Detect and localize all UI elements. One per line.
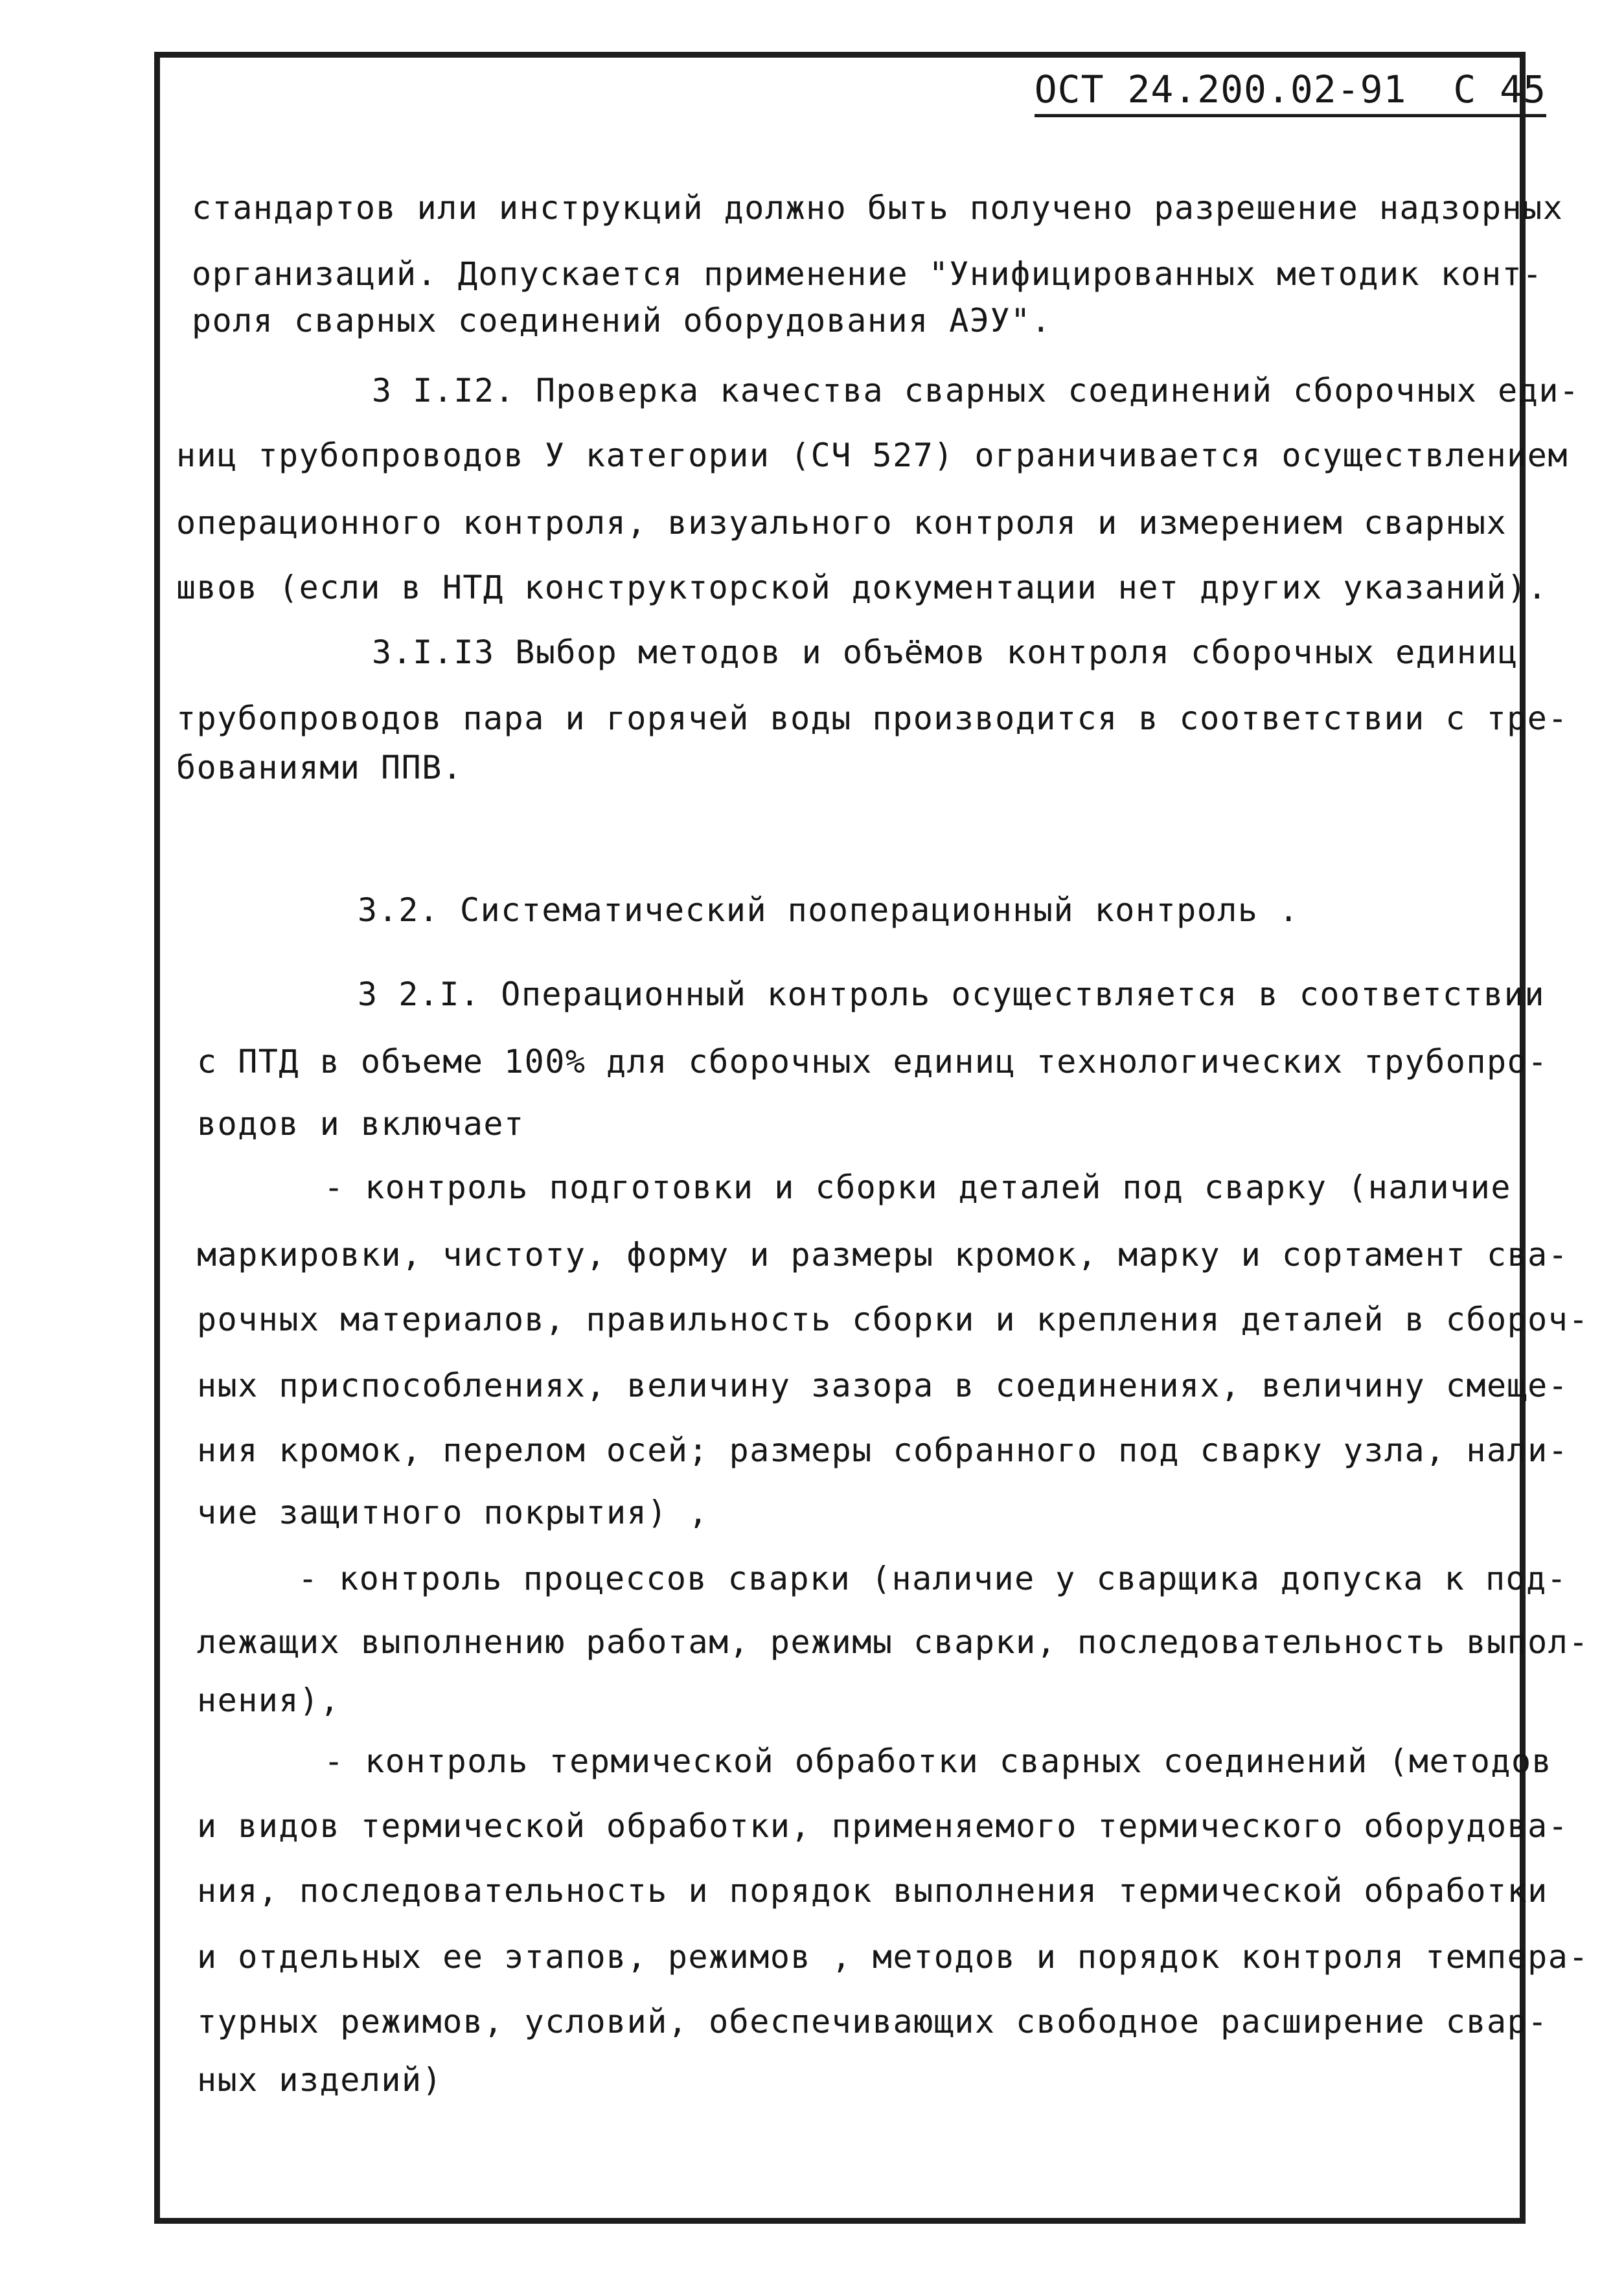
text-line: организаций. Допускается применение "Унифицированных методик конт- [192, 255, 1543, 293]
text-line: и видов термической обработки, применяемого термического оборудова- [197, 1807, 1569, 1845]
page-header [1035, 67, 1546, 117]
text-line: и отдельных ее этапов, режимов , методов и порядок контроля темпера- [197, 1938, 1589, 1976]
text-line: ния, последовательность и порядок выполнения термической обработки [197, 1872, 1548, 1910]
list-item: - контроль подготовки и сборки деталей под сварку (наличие [324, 1169, 1511, 1206]
page-number: С 45 [1453, 67, 1546, 111]
text-line: турных режимов, условий, обеспечивающих свободное расширение свар- [197, 2003, 1548, 2040]
text-line: 3 2.I. Операционный контроль осуществляется в соответствии [358, 976, 1545, 1013]
text-line: рочных материалов, правильность сборки и крепления деталей в сбороч- [197, 1301, 1589, 1338]
text-line: операционного контроля, визуального контроля и измерением сварных [176, 504, 1507, 542]
text-line: трубопроводов пара и горячей воды производится в соответствии с тре- [176, 700, 1568, 737]
text-line: роля сварных соединений оборудования АЭУ". [192, 302, 1052, 339]
text-line: бованиями ППВ. [176, 749, 463, 786]
text-line: ниц трубопроводов У категории (СЧ 527) ограничивается осуществлением [176, 437, 1568, 474]
section-heading: 3.2. Систематический пооперационный контроль . [358, 891, 1299, 929]
document-code: ОСТ 24.200.02-91 [1034, 67, 1407, 111]
text-line: 3.I.I3 Выбор методов и объёмов контроля сборочных единиц [372, 634, 1518, 671]
text-line: ных изделий) [197, 2061, 443, 2099]
text-line: нения), [197, 1682, 341, 1719]
text-line: 3 I.I2. Проверка качества сварных соединений сборочных еди- [372, 372, 1580, 409]
list-item: - контроль процессов сварки (наличие у сварщика допуска к под- [298, 1560, 1568, 1597]
text-line: лежащих выполнению работам, режимы сварки, последовательность выпол- [197, 1623, 1589, 1661]
text-line: маркировки, чистоту, форму и размеры кромок, марку и сортамент сва- [197, 1236, 1569, 1273]
text-line: водов и включает [197, 1105, 525, 1143]
text-line: ных приспособлениях, величину зазора в соединениях, величину смеще- [197, 1367, 1569, 1404]
text-line: ния кромок, перелом осей; размеры собранного под сварку узла, нали- [197, 1432, 1569, 1469]
text-line: чие защитного покрытия) , [197, 1494, 709, 1531]
text-line: швов (если в НТД конструкторской документации нет других указаний). [176, 569, 1548, 606]
text-line: с ПТД в объеме 100% для сборочных единиц технологических трубопро- [197, 1043, 1548, 1080]
list-item: - контроль термической обработки сварных соединений (методов [324, 1742, 1553, 1780]
text-line: стандартов или инструкций должно быть получено разрешение надзорных [192, 189, 1564, 227]
